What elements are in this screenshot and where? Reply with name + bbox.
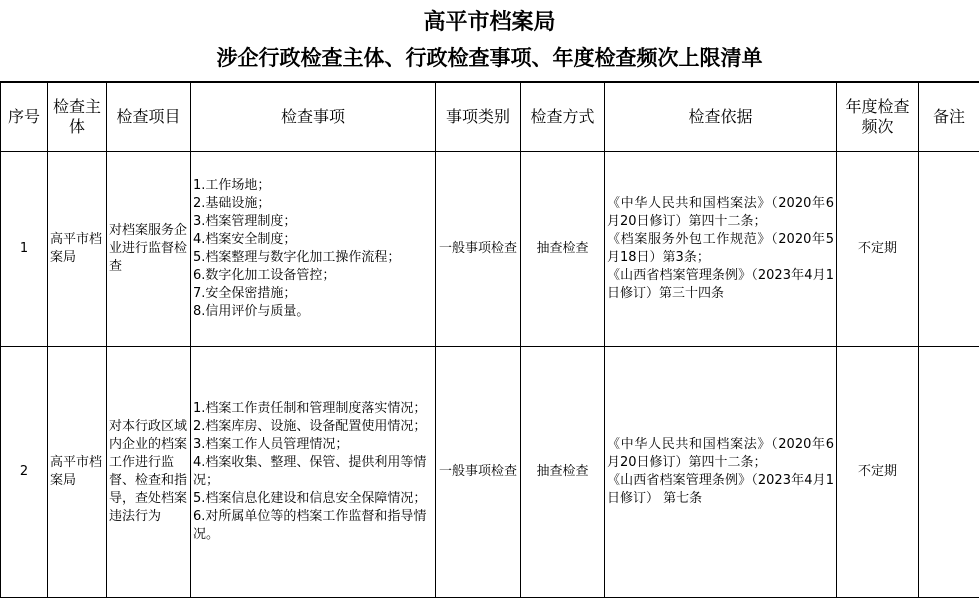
list-item: 6.数字化加工设备管控；	[193, 267, 433, 285]
inspection-items-list	[193, 400, 433, 544]
table-row	[1, 152, 979, 347]
basis-line: 《中华人民共和国档案法》（2020年6月20日修订）第四十二条；	[607, 436, 834, 472]
header-cell-method: 检查方式	[521, 83, 605, 152]
list-item: 4.档案收集、整理、保管、提供利用等情况；	[193, 454, 433, 490]
list-item: 4.档案安全制度；	[193, 231, 433, 249]
header-cell-frequency: 年度检查频次	[837, 83, 919, 152]
cell-basis	[605, 152, 837, 347]
document-title: 高平市档案局	[0, 0, 979, 35]
cell-project: 对档案服务企业进行监督检查	[107, 152, 191, 347]
list-item: 7.安全保密措施；	[193, 285, 433, 303]
cell-method: 抽查检查	[521, 347, 605, 598]
header-cell-index: 序号	[1, 83, 48, 152]
list-item: 5.档案整理与数字化加工操作流程；	[193, 249, 433, 267]
list-item: 3.档案工作人员管理情况；	[193, 436, 433, 454]
cell-note	[919, 152, 979, 347]
cell-project: 对本行政区域内企业的档案工作进行监督、检查和指导，查处档案违法行为	[107, 347, 191, 598]
list-item: 2.档案库房、设施、设备配置使用情况；	[193, 418, 433, 436]
list-item: 1.档案工作责任制和管理制度落实情况；	[193, 400, 433, 418]
header-cell-subject: 检查主体	[48, 83, 107, 152]
list-item: 8.信用评价与质量。	[193, 303, 433, 321]
header-cell-items: 检查事项	[191, 83, 436, 152]
cell-note	[919, 347, 979, 598]
cell-index: 1	[1, 152, 48, 347]
cell-subject: 高平市档案局	[48, 347, 107, 598]
list-item: 3.档案管理制度；	[193, 213, 433, 231]
basis-line: 《中华人民共和国档案法》（2020年6月20日修订）第四十二条；	[607, 195, 834, 231]
header-cell-note: 备注	[919, 83, 979, 152]
document-title-block	[0, 0, 979, 82]
cell-category: 一般事项检查	[436, 152, 521, 347]
cell-frequency: 不定期	[837, 347, 919, 598]
list-item: 5.档案信息化建设和信息安全保障情况；	[193, 490, 433, 508]
header-cell-basis: 检查依据	[605, 83, 837, 152]
cell-method: 抽查检查	[521, 152, 605, 347]
basis-line: 《山西省档案管理条例》（2023年4月1日修订） 第七条	[607, 472, 834, 508]
basis-line: 《档案服务外包工作规范》（2020年5月18日）第3条；	[607, 231, 834, 267]
cell-items	[191, 347, 436, 598]
cell-index: 2	[1, 347, 48, 598]
list-item: 1.工作场地；	[193, 177, 433, 195]
cell-category: 一般事项检查	[436, 347, 521, 598]
list-item: 2.基础设施；	[193, 195, 433, 213]
header-cell-category: 事项类别	[436, 83, 521, 152]
inspection-list-table	[0, 82, 979, 598]
inspection-items-list	[193, 177, 433, 321]
table-row	[1, 347, 979, 598]
header-cell-project: 检查项目	[107, 83, 191, 152]
table-header-row	[1, 83, 979, 152]
cell-basis	[605, 347, 837, 598]
document-subtitle: 涉企行政检查主体、行政检查事项、年度检查频次上限清单	[0, 35, 979, 71]
cell-frequency: 不定期	[837, 152, 919, 347]
cell-subject: 高平市档案局	[48, 152, 107, 347]
cell-items	[191, 152, 436, 347]
list-item: 6.对所属单位等的档案工作监督和指导情况。	[193, 508, 433, 544]
basis-line: 《山西省档案管理条例》（2023年4月1日修订）第三十四条	[607, 267, 834, 303]
